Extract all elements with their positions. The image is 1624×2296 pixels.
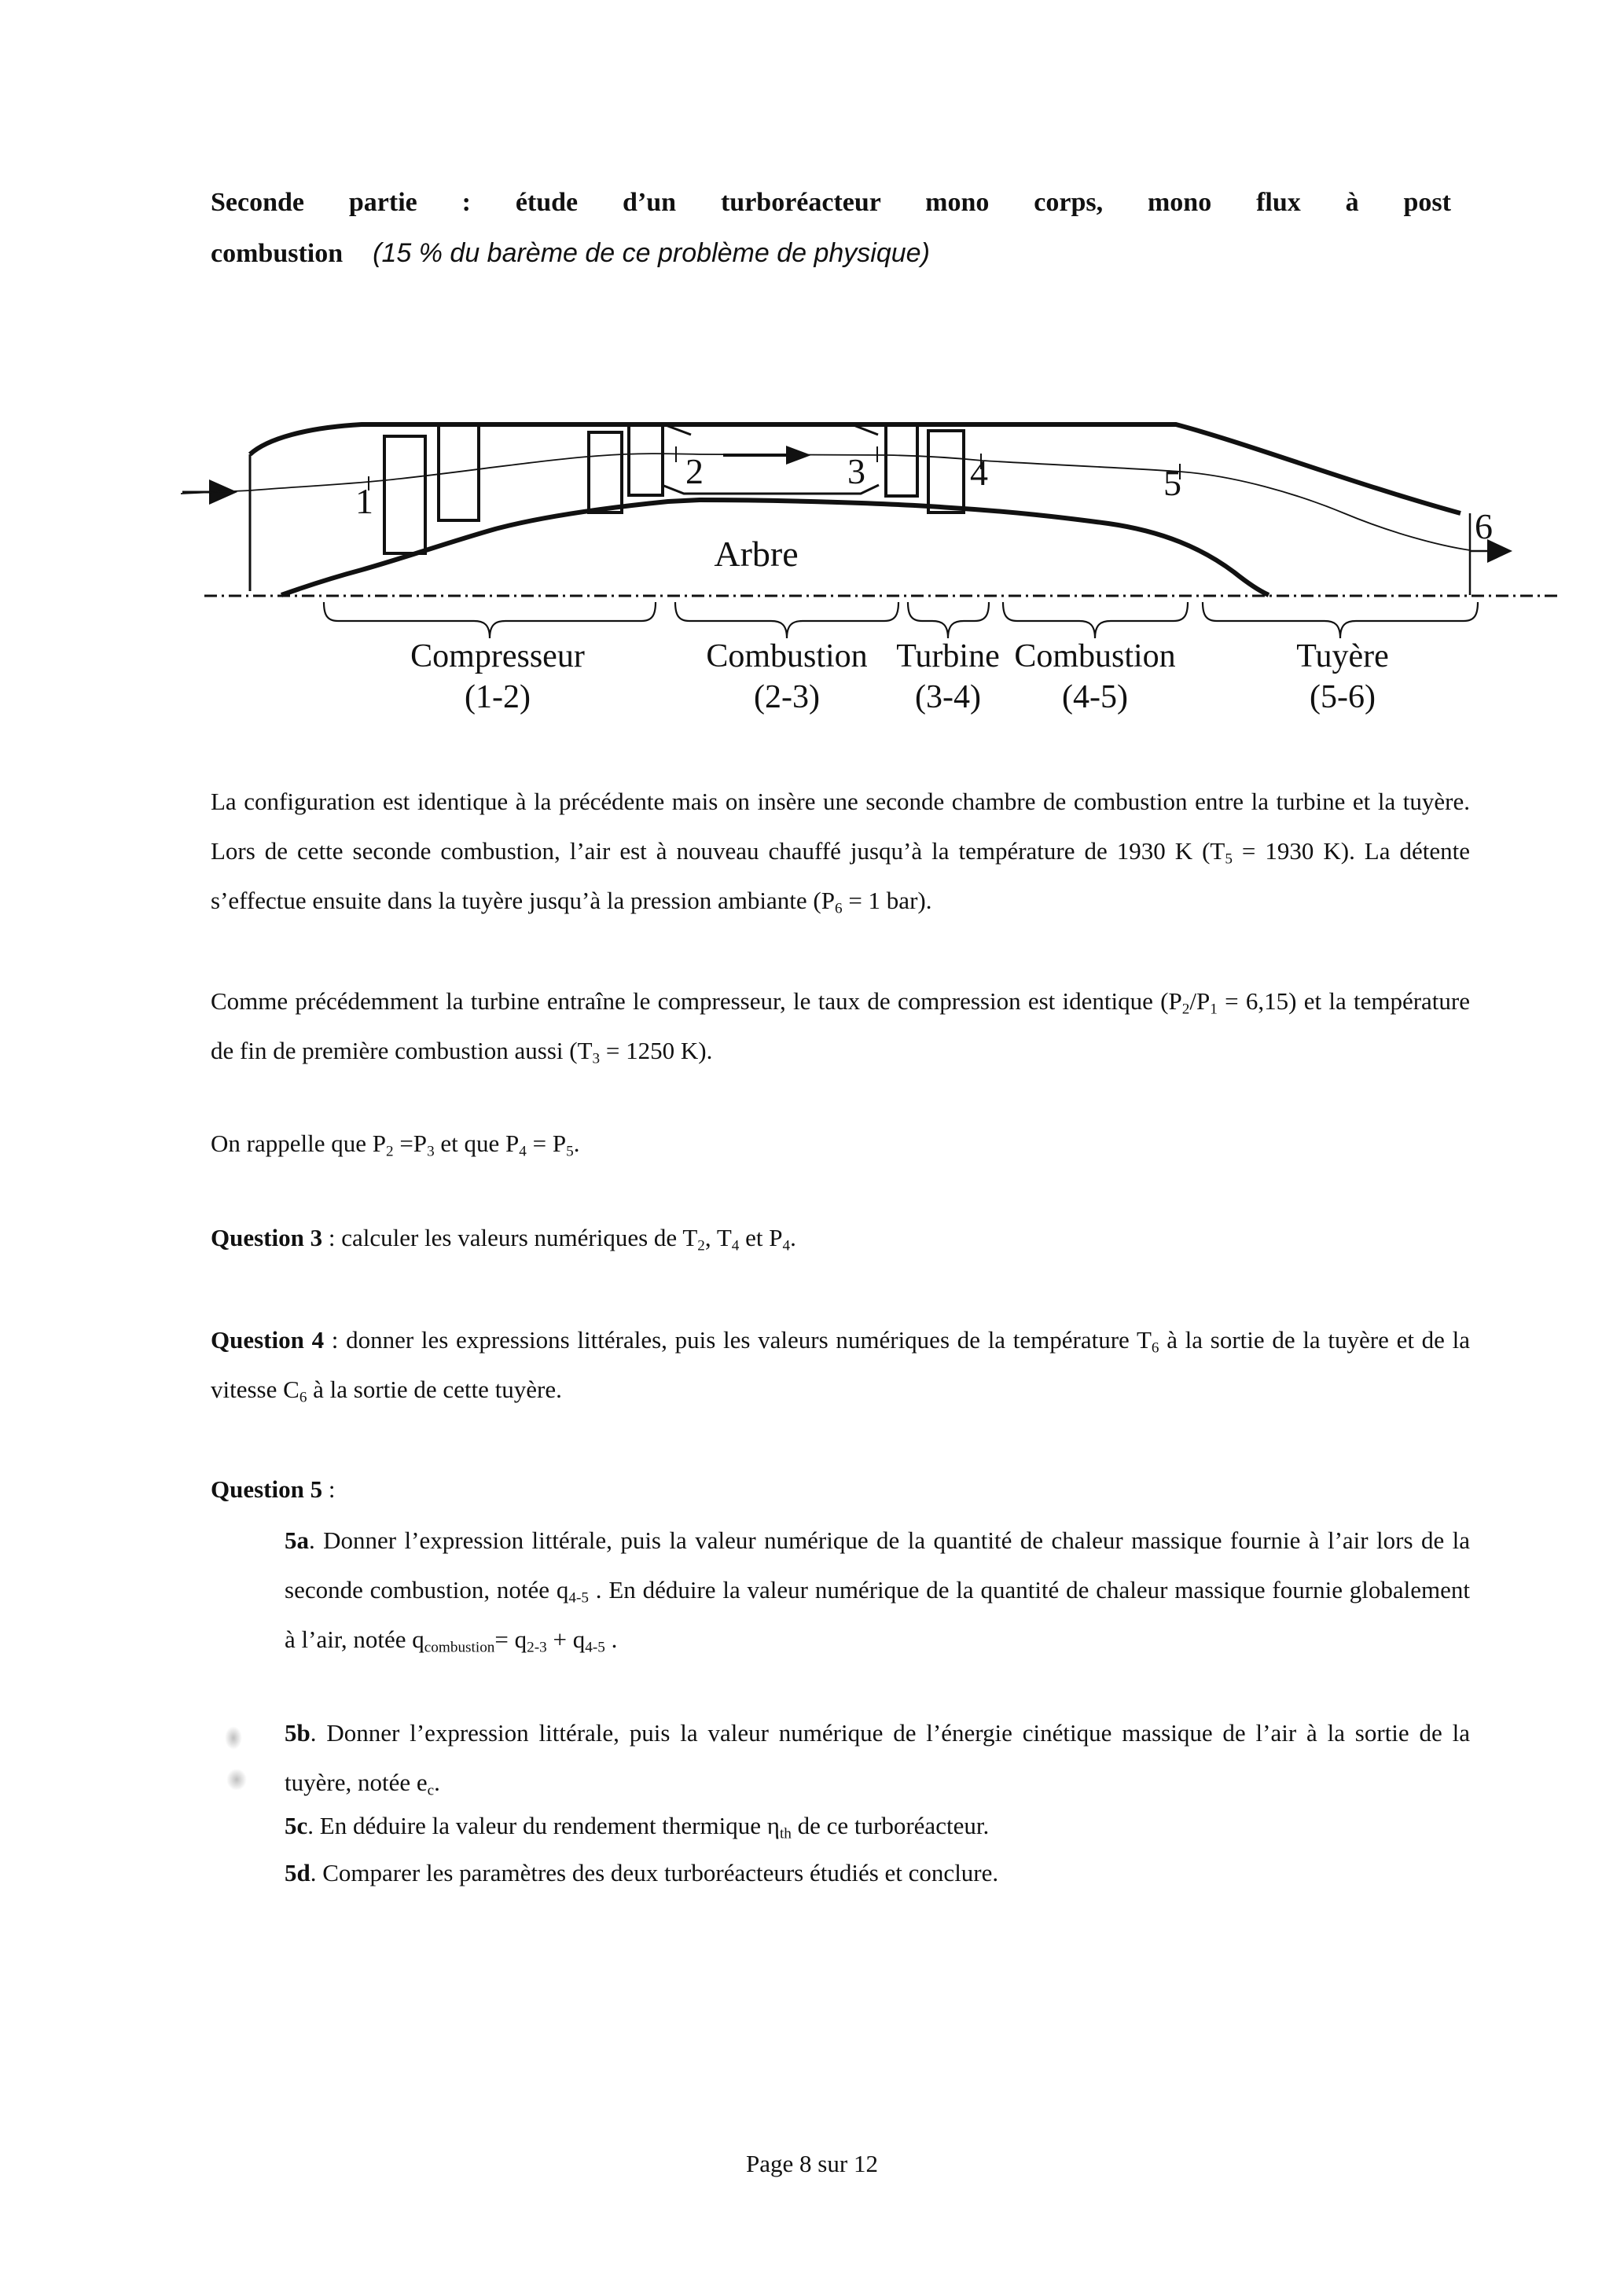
question-5d-label: 5d — [285, 1859, 310, 1886]
question-5-heading — [211, 1464, 1470, 1514]
question-4 — [211, 1315, 1470, 1414]
station-label-3: 3 — [847, 451, 865, 491]
question-5a-label: 5a — [285, 1526, 309, 1554]
question-5a-text: . Donner l’expression littérale, puis la valeur numérique de la quantité de chaleur massique fournie à l’air lors de la seconde combustion, notée $q_{4-5}$ . En déduire la valeur numérique de la quantité de chaleur massique fournie globalement à l’air, notée $q_{combustion}= q_{2-3} + q_{4-5}$ . — [285, 1526, 1470, 1656]
question-5d — [285, 1848, 1470, 1897]
question-5b-text: . Donner l’expression littérale, puis la valeur numérique de l’énergie cinétique massique de l’air à la sortie de la tuyère, notée $e_c$. — [285, 1719, 1470, 1799]
paragraph-compression: Comme précédemment la turbine entraîne le compresseur, le taux de compression est identique $(P_2/P_1 = 6,15)$ et la température de fin de première combustion aussi ($T_3 = 1250$ K). — [211, 987, 1471, 1067]
turbine-stator-blade — [886, 424, 917, 496]
combustion-brace-2 — [1003, 602, 1188, 638]
section-range-compressor: (1-2) — [465, 679, 531, 715]
question-4-text: : donner les expressions littérales, puis les valeurs numériques de la température $T_6$ à la sortie de la tuyère et de la vitesse $C_6$ à la sortie de cette tuyère. — [211, 1326, 1471, 1406]
question-5-colon: : — [322, 1475, 336, 1503]
station-label-2: 2 — [685, 451, 704, 491]
question-3-text: : calculer les valeurs numériques de $T_2$, $T_4$ et $P_4$. — [322, 1224, 796, 1255]
scan-artifact — [225, 1726, 242, 1750]
section-range-turbine: (3-4) — [915, 679, 981, 715]
compressor-rotor-blade-1 — [384, 436, 425, 553]
turbojet-diagram — [181, 409, 1564, 747]
question-5c — [285, 1801, 1470, 1850]
question-5b-label: 5b — [285, 1719, 310, 1747]
paragraph-configuration: La configuration est identique à la précédente mais on insère une seconde chambre de combustion entre la turbine et la tuyère. Lors de cette seconde combustion, l’air est à nouveau chauffé jusqu’à la température de 1930 K ($T_5 = 1930$ K). La détente s’effectue ensuite dans la tuyère jusqu’à la pression ambiante ($P_6 = 1$ bar). — [211, 788, 1470, 917]
title-bold-word: combustion — [211, 239, 344, 268]
question-5d-text: . Comparer les paramètres des deux turboréacteurs étudiés et conclure. — [310, 1859, 999, 1886]
question-4-label: Question 4 — [211, 1326, 325, 1354]
question-5c-label: 5c — [285, 1812, 308, 1839]
station-label-4: 4 — [970, 453, 988, 493]
question-5c-text: . En déduire la valeur du rendement thermique $\eta_{th}$ de ce turboréacteur. — [307, 1812, 990, 1842]
section-name-combustion-2: Combustion — [1014, 638, 1176, 674]
scan-artifact — [226, 1769, 247, 1791]
nozzle-brace — [1203, 602, 1478, 638]
page-number: Page 8 sur 12 — [746, 2150, 878, 2177]
turbine-rotor-blade — [928, 431, 964, 512]
section-name-turbine: Turbine — [896, 638, 1000, 674]
question-3 — [211, 1213, 1470, 1262]
compressor-brace — [324, 602, 656, 638]
section-name-combustion-1: Combustion — [706, 638, 868, 674]
chamber-flow-arrow-icon — [786, 446, 811, 465]
question-5a — [285, 1515, 1470, 1664]
compressor-stator-blade-2 — [629, 424, 663, 495]
question-3-label: Question 3 — [211, 1224, 323, 1251]
turbine-brace — [908, 602, 989, 638]
section-range-combustion-1: (2-3) — [754, 679, 820, 715]
question-5-label: Question 5 — [211, 1475, 323, 1503]
title-line-1: Seconde partie : étude d’un turboréacteur mono corps, mono flux à post — [211, 188, 1451, 217]
combustion-brace-1 — [675, 602, 898, 638]
section-name-nozzle: Tuyère — [1296, 638, 1389, 674]
section-range-nozzle: (5-6) — [1310, 679, 1376, 715]
section-title — [211, 178, 1451, 279]
section-range-combustion-2: (4-5) — [1062, 679, 1128, 715]
paragraph-reminder: On rappelle que $P_2 =P_3$ et que $P_4 = P_5$. — [211, 1130, 580, 1160]
station-label-6: 6 — [1475, 506, 1493, 546]
title-line-2 — [211, 228, 1451, 279]
section-name-compressor: Compresseur — [410, 638, 585, 674]
compressor-rotor-blade-2 — [589, 432, 622, 512]
shaft-label: Arbre — [714, 534, 799, 574]
question-5b — [285, 1708, 1470, 1807]
station-label-1: 1 — [355, 481, 373, 521]
title-italic-note: (15 % du barème de ce problème de physique) — [373, 238, 930, 268]
station-label-5: 5 — [1163, 463, 1181, 503]
